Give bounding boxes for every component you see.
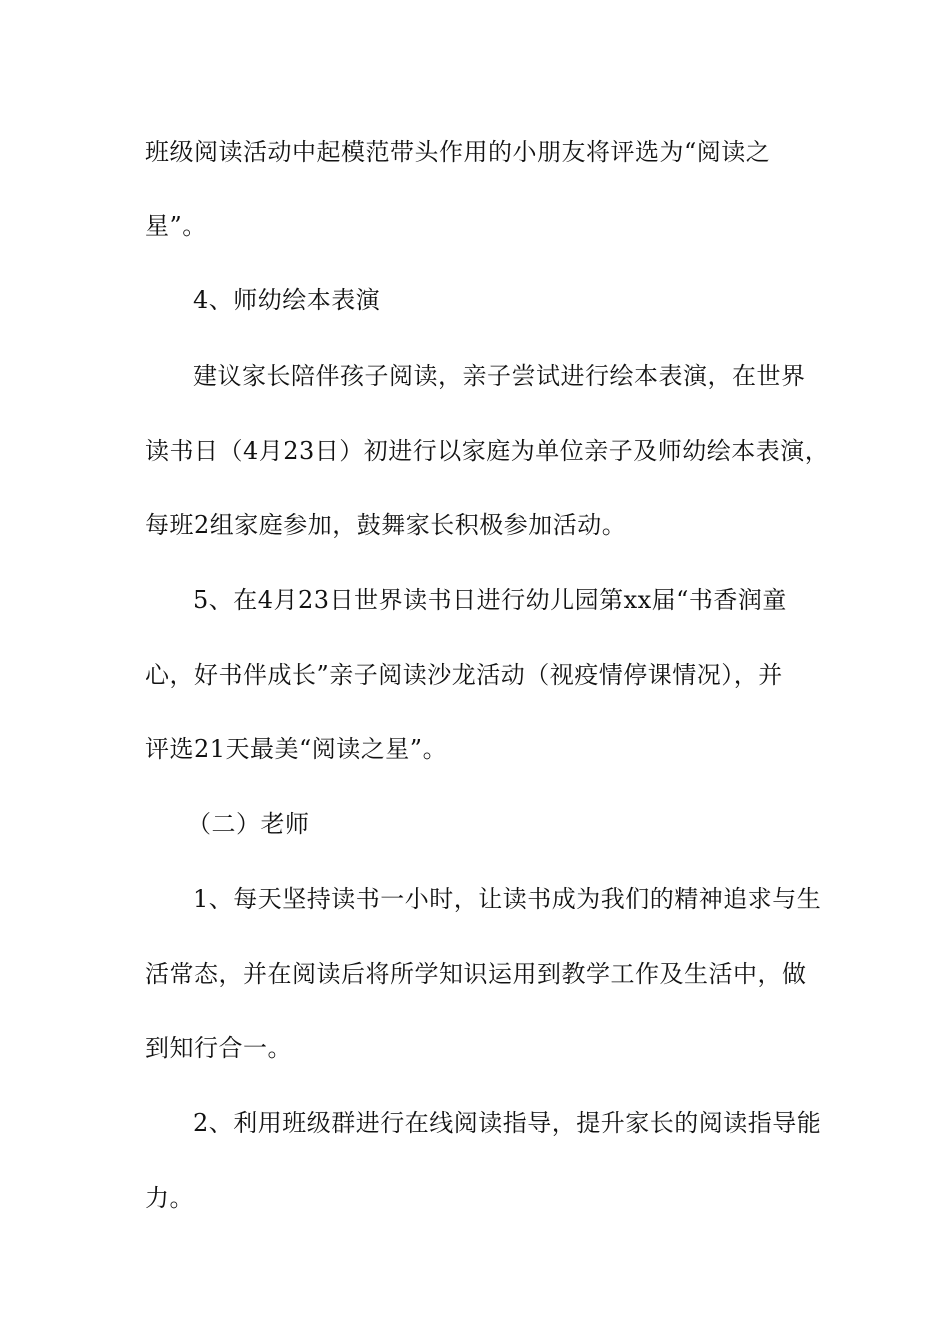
paragraph-line: 读书日（4月23日）初进行以家庭为单位亲子及师幼绘本表演，: [145, 437, 830, 465]
paragraph-line: 班级阅读活动中起模范带头作用的小朋友将评选为“阅读之: [145, 138, 771, 166]
section-heading: （二）老师: [187, 810, 310, 838]
paragraph-line: 心，好书伴成长”亲子阅读沙龙活动（视疫情停课情况），并: [145, 661, 783, 689]
paragraph-line: 1、每天坚持读书一小时，让读书成为我们的精神追求与生: [193, 885, 822, 913]
paragraph-line: 5、在4月23日世界读书日进行幼儿园第xx届“书香润童: [193, 586, 787, 614]
paragraph-line: 星”。: [145, 212, 207, 240]
section-heading: 4、师幼绘本表演: [193, 286, 381, 314]
paragraph-line: 活常态，并在阅读后将所学知识运用到教学工作及生活中，做: [145, 960, 807, 988]
paragraph-line: 力。: [145, 1184, 194, 1212]
paragraph-line: 建议家长陪伴孩子阅读，亲子尝试进行绘本表演，在世界: [193, 362, 806, 390]
paragraph-line: 评选21天最美“阅读之星”。: [145, 735, 448, 763]
paragraph-line: 2、利用班级群进行在线阅读指导，提升家长的阅读指导能: [193, 1109, 822, 1137]
paragraph-line: 每班2组家庭参加，鼓舞家长积极参加活动。: [145, 511, 627, 539]
paragraph-line: 到知行合一。: [145, 1034, 292, 1062]
